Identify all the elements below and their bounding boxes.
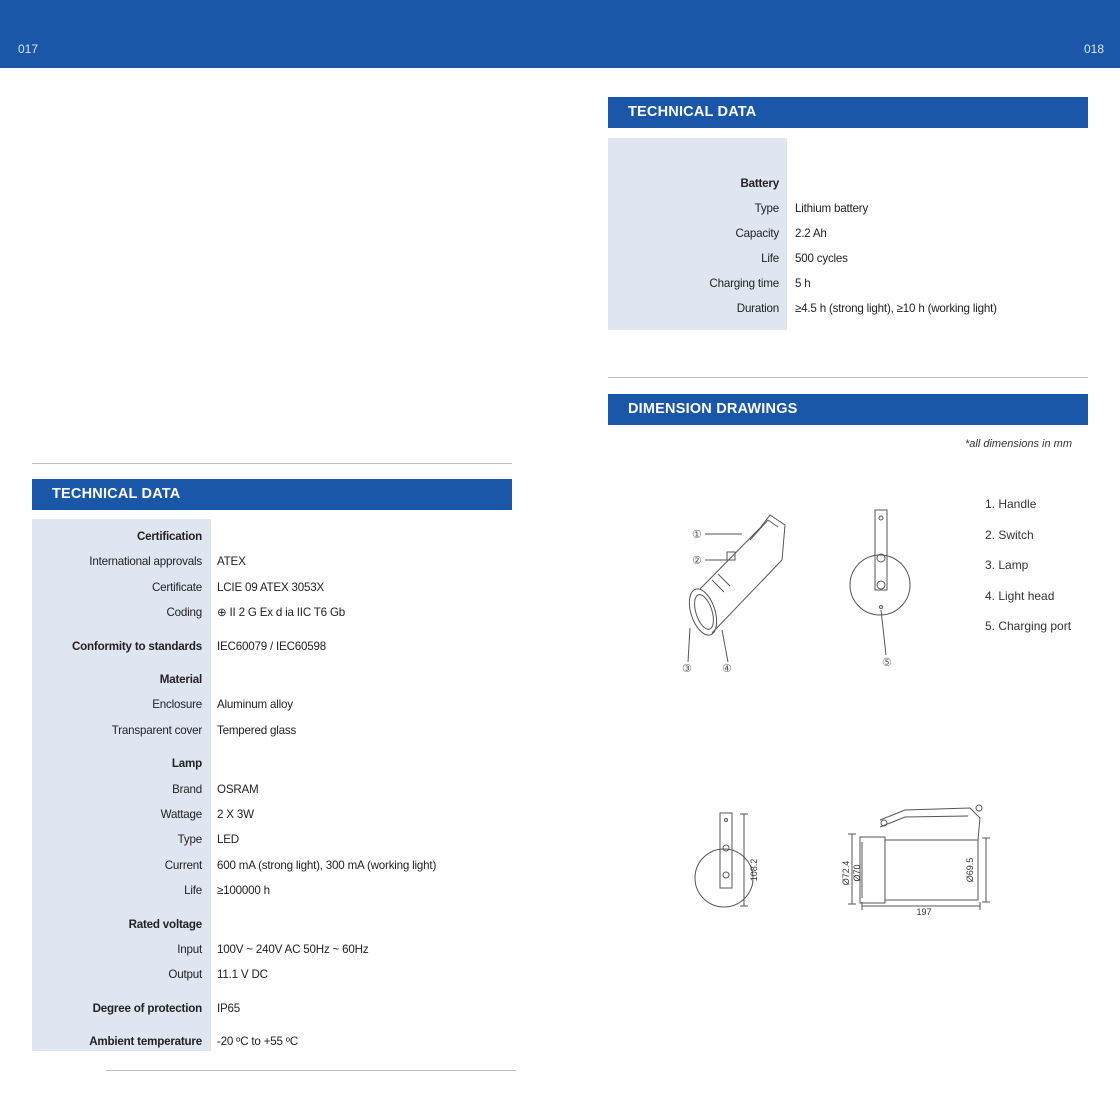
front-view-drawing (850, 510, 910, 655)
spec-group-label: Lamp (171, 757, 202, 771)
spec-label: Enclosure (152, 698, 202, 712)
callout-4: ④ (722, 663, 732, 675)
legend-item-switch: 2. Switch (985, 527, 1034, 542)
spec-value: 2.2 Ah (795, 227, 827, 240)
spec-value: Lithium battery (795, 202, 869, 215)
spec-group-label: Material (159, 673, 202, 686)
spec-row (32, 527, 512, 547)
callout-1: ① (692, 529, 702, 541)
spec-value: LED (217, 833, 239, 847)
spec-row (32, 856, 512, 876)
callout-5: ⑤ (882, 657, 892, 669)
side-length-dimension: 197 (916, 907, 932, 917)
spec-label: Current (164, 858, 202, 872)
spec-label: Wattage (160, 808, 202, 821)
spec-row (32, 637, 512, 657)
left-spec-table (32, 519, 512, 1051)
right-technical-data-heading: TECHNICAL DATA (608, 97, 1088, 128)
dimension-drawings-heading: DIMENSION DRAWINGS (608, 394, 1088, 425)
spec-value: 100V ~ 240V AC 50Hz ~ 60Hz (217, 943, 369, 956)
spec-value: 600 mA (strong light), 300 mA (working light) (217, 858, 437, 872)
side-view-drawing (848, 805, 990, 910)
spec-row (608, 274, 1088, 294)
divider-right-middle (608, 377, 1088, 378)
legend-item-charging-port: 5. Charging port (985, 619, 1072, 634)
right-spec-table (608, 138, 1088, 330)
spec-label: Brand (172, 782, 202, 796)
spec-row (32, 881, 512, 901)
spec-group-label: Conformity to standards (71, 639, 202, 653)
front-view-small-drawing (695, 813, 753, 907)
spec-row (32, 578, 512, 598)
spec-row (32, 805, 512, 825)
spec-label: Input (177, 943, 202, 956)
spec-row (32, 1032, 512, 1052)
divider-left-top (32, 463, 512, 464)
spec-label: Output (168, 968, 202, 982)
divider-left-bottom (106, 1070, 516, 1071)
spec-label: Transparent cover (111, 723, 202, 737)
spec-value: 2 X 3W (217, 808, 254, 821)
spec-value: ATEX (217, 555, 246, 569)
legend-item-handle: 1. Handle (985, 497, 1037, 511)
spec-value: 11.1 V DC (217, 968, 268, 982)
spec-value: Tempered glass (217, 723, 297, 737)
spec-label: Charging time (709, 277, 779, 290)
spec-row (32, 754, 512, 774)
spec-label: Life (761, 252, 779, 265)
spec-value: 500 cycles (795, 252, 848, 265)
callout-2: ② (692, 555, 702, 567)
spec-label: Coding (166, 606, 202, 620)
spec-value: IP65 (217, 1001, 241, 1015)
spec-label: Type (177, 833, 202, 847)
spec-group-label: Ambient temperature (89, 1035, 202, 1049)
spec-row (32, 695, 512, 715)
spec-value: LCIE 09 ATEX 3053X (217, 580, 325, 594)
spec-value: Aluminum alloy (217, 698, 293, 712)
spec-row (608, 299, 1088, 319)
side-dim-d1: Ø72.4 (841, 860, 851, 886)
spec-row (608, 174, 1088, 194)
legend-item-light-head: 4. Light head (985, 588, 1055, 603)
spec-label: International approvals (89, 555, 202, 569)
spec-value: ⊕ II 2 G Ex d ia IIC T6 Gb (217, 606, 346, 620)
spec-row (32, 999, 512, 1019)
spec-row (32, 603, 512, 623)
spec-label: Certificate (152, 580, 202, 594)
spec-row (608, 249, 1088, 269)
spec-label: Duration (736, 302, 779, 315)
page-number-right: 018 (1083, 42, 1104, 56)
page-number-left: 017 (18, 42, 39, 56)
spec-row (32, 780, 512, 800)
callout-3: ③ (682, 663, 692, 675)
spec-label: Life (184, 884, 202, 898)
spec-row (608, 224, 1088, 244)
spec-row (32, 965, 512, 985)
spec-value: -20 ºC to +55 ºC (217, 1035, 298, 1049)
spec-group-label: Certification (136, 530, 202, 543)
spec-group-label: Battery (740, 177, 779, 190)
spec-row (32, 552, 512, 572)
spec-value: OSRAM (217, 782, 259, 796)
spec-label: Capacity (735, 227, 779, 240)
spec-row (32, 940, 512, 960)
spec-value: 5 h (795, 277, 811, 290)
spec-value: ≥4.5 h (strong light), ≥10 h (working light) (795, 302, 997, 315)
spec-value: ≥100000 h (217, 884, 270, 898)
front-height-dimension: 108.2 (749, 858, 759, 882)
spec-group-label: Rated voltage (128, 917, 202, 931)
spec-row (32, 670, 512, 690)
side-dim-d2: Ø70 (852, 864, 862, 882)
spec-value: IEC60079 / IEC60598 (217, 639, 326, 653)
top-header-bar (0, 0, 1120, 68)
spec-row (32, 830, 512, 850)
dimensions-note: *all dimensions in mm (965, 438, 1072, 450)
side-dim-d3: Ø69.5 (965, 857, 975, 883)
spec-row (32, 915, 512, 935)
spec-label: Type (754, 202, 779, 215)
spec-group-label: Degree of protection (92, 1001, 202, 1015)
legend-item-lamp: 3. Lamp (985, 558, 1029, 573)
spec-row (32, 721, 512, 741)
spec-row (608, 199, 1088, 219)
left-technical-data-heading: TECHNICAL DATA (32, 479, 512, 510)
dimension-drawings (640, 490, 1080, 930)
